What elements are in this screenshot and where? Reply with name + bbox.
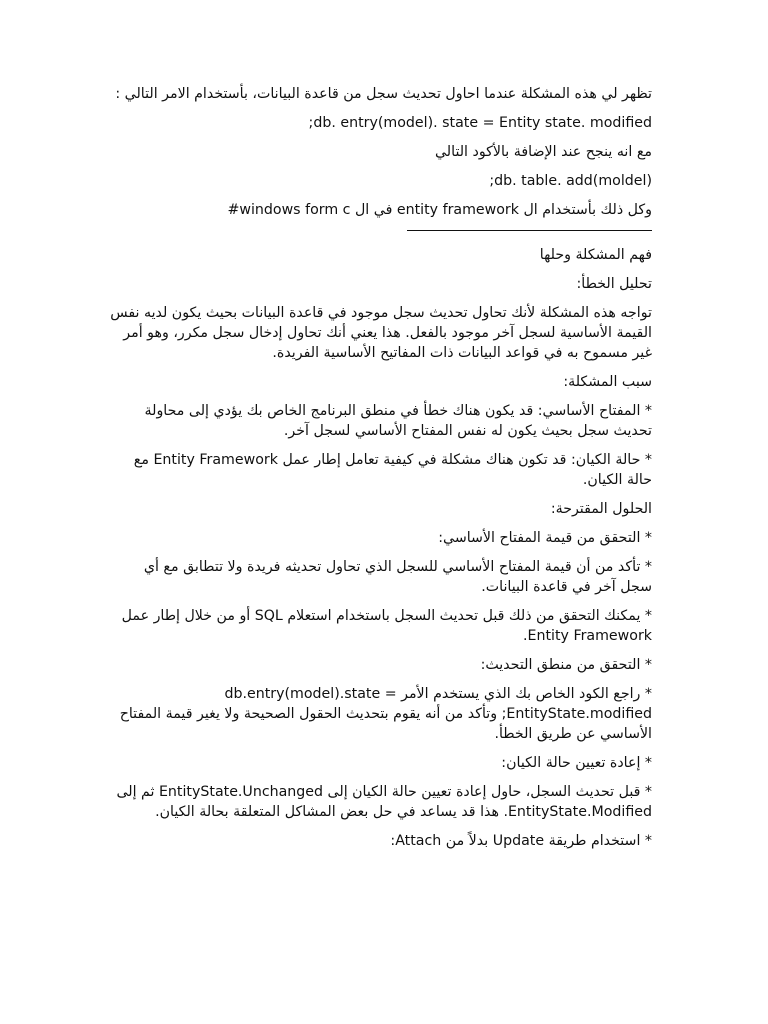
solution-check-key: * التحقق من قيمة المفتاح الأساسي: [438, 530, 652, 546]
code-line-add: ;db. table. add(moldel) [489, 173, 652, 189]
analysis-paragraph: تواجه هذه المشكلة لأنك تحاول تحديث سجل موجود في قاعدة البيانات بحيث يكون لديه نفس القيمة الأساسية لسجل آخر موجود بالفعل. هذا يعني أنك تحاول إدخال سجل مكرر، وهو أمر غير مسموح به في قواعد البيانات ذات المفاتيح الأساسية الفريدة. [110, 305, 652, 361]
cause-entity-state: * حالة الكيان: قد تكون هناك مشكلة في كيفية تعامل إطار عمل Entity Framework مع حالة الكيان. [133, 452, 652, 488]
solution-reset-state: * إعادة تعيين حالة الكيان: [501, 755, 652, 771]
section-heading-cause: سبب المشكلة: [563, 374, 652, 390]
question-intro: تظهر لي هذه المشكلة عندما احاول تحديث سجل من قاعدة البيانات، بأستخدام الامر التالي : [115, 86, 652, 102]
cause-primary-key: * المفتاح الأساسي: قد يكون هناك خطأ في منطق البرنامج الخاص بك يؤدي إلى محاولة تحديث سجل بحيث يكون له نفس المفتاح الأساسي لسجل آخر. [144, 403, 652, 439]
solution-reset-state-detail: * قبل تحديث السجل، حاول إعادة تعيين حالة الكيان إلى EntityState.Unchanged ثم إلى EntityState.Modified. هذا قد يساعد في حل بعض المشاكل المتعلقة بحالة الكيان. [116, 784, 652, 820]
solution-check-update-logic-detail: * راجع الكود الخاص بك الذي يستخدم الأمر db.entry(model).state = EntityState.modified; وتأكد من أنه يقوم بتحديث الحقول الصحيحة ولا يغير قيمة المفتاح الأساسي عن طريق الخطأ. [119, 686, 652, 742]
question-note: مع انه ينجح عند الإضافة بالأكود التالي [434, 144, 652, 160]
section-heading-understanding: فهم المشكلة وحلها [539, 247, 652, 263]
solution-use-update: * استخدام طريقة Update بدلاً من Attach: [390, 833, 652, 849]
section-heading-analysis: تحليل الخطأ: [576, 276, 652, 292]
section-heading-solutions: الحلول المقترحة: [550, 501, 652, 517]
solution-check-key-sql: * يمكنك التحقق من ذلك قبل تحديث السجل باستخدام استعلام SQL أو من خلال إطار عمل Entity Framework. [121, 608, 652, 644]
question-context: وكل ذلك بأستخدام ال entity framework في ال windows form c# [227, 202, 652, 218]
separator-line [407, 230, 652, 231]
solution-check-key-detail: * تأكد من أن قيمة المفتاح الأساسي للسجل الذي تحاول تحديثه فريدة ولا تتطابق مع أي سجل آخر في قاعدة البيانات. [143, 559, 652, 595]
solution-check-update-logic: * التحقق من منطق التحديث: [480, 657, 652, 673]
code-line-update: ;db. entry(model). state = Entity state. modified [308, 115, 652, 131]
document-body [110, 84, 652, 860]
